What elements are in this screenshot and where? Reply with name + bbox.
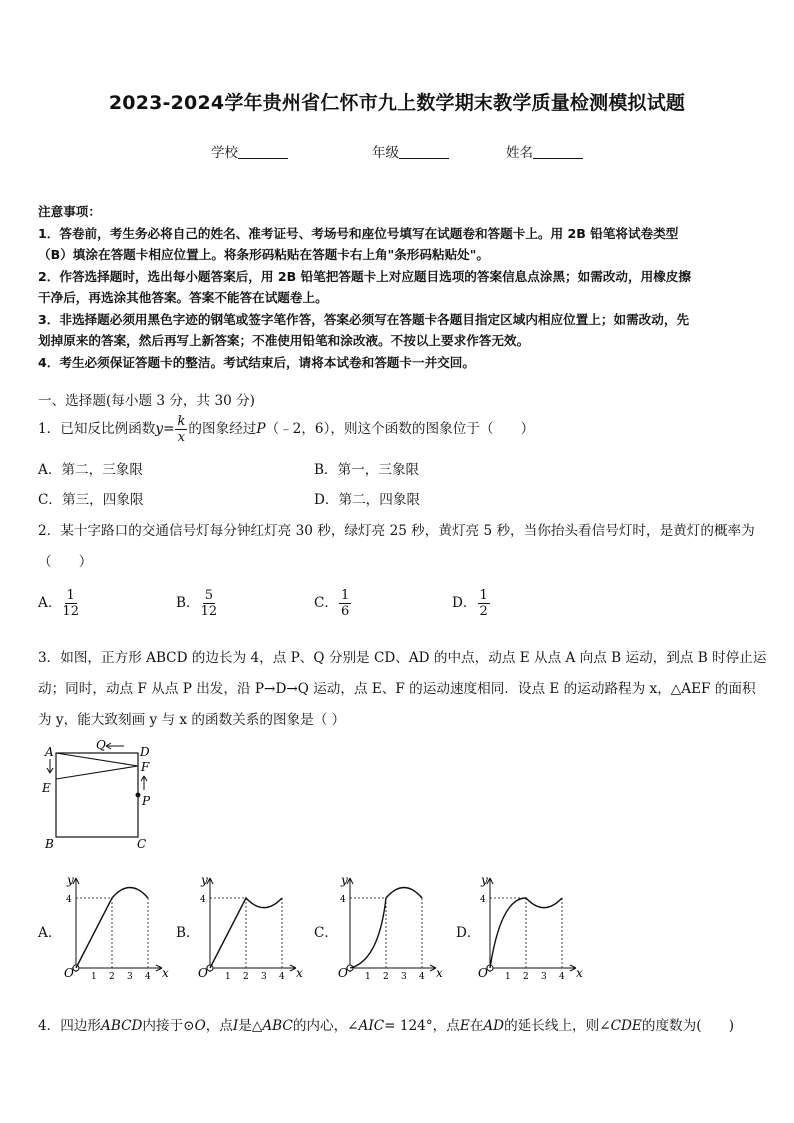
q1-frac-num: k [177, 414, 186, 429]
x-tick-label: 4 [419, 972, 425, 982]
q1-point: P [256, 421, 266, 437]
q2-option-b-frac [201, 588, 218, 619]
notice-line: 1．答卷前，考生务必将自己的姓名、准考证号、考场号和座位号填写在试题卷和答题卡上。用 2B 铅笔将试卷类型 [38, 225, 679, 241]
q3-option-d-label[interactable]: D． [456, 925, 481, 941]
label-a: A [45, 745, 54, 759]
q1-var-y: y [155, 421, 164, 437]
q4-segment: AD [483, 1018, 505, 1034]
x-tick-label: 4 [559, 972, 565, 982]
q3-graph-a[interactable] [62, 872, 174, 982]
q4-text: 是△ [238, 1018, 263, 1034]
label-e: E [42, 781, 51, 795]
q2-option-c-frac [339, 588, 351, 619]
y-tick-label: 4 [480, 895, 486, 905]
frac-num: 1 [479, 588, 488, 603]
x-tick-label: 3 [261, 972, 267, 982]
q3-graph-c[interactable] [336, 872, 452, 982]
q3-graph-b[interactable] [196, 872, 308, 982]
q4-point-e: E [459, 1018, 470, 1034]
q1-fraction [175, 414, 187, 445]
label-c: C [137, 837, 147, 851]
grade-blank[interactable] [399, 144, 449, 159]
segment-ef [56, 766, 138, 779]
x-tick-label: 4 [279, 972, 285, 982]
frac-num: 1 [66, 588, 75, 603]
q2-option-a[interactable] [38, 588, 80, 619]
q1-option-c[interactable]: C．第三，四象限 [38, 492, 144, 508]
q2-option-b[interactable] [176, 588, 218, 619]
frac-den: 12 [62, 604, 79, 619]
section-heading: 一、选择题(每小题 3 分，共 30 分) [38, 393, 255, 409]
q2-option-c-label: C． [314, 595, 338, 611]
q4-text: 内接于⊙ [142, 1018, 195, 1034]
q3-option-b-label[interactable]: B． [176, 925, 200, 941]
label-b: B [45, 837, 54, 851]
y-axis-label: y [201, 873, 208, 887]
label-p: P [142, 794, 151, 808]
q4-text: 在 [469, 1018, 484, 1034]
question-3-line-3: 为 y，能大致刻画 y 与 x 的函数关系的图象是（ ） [38, 712, 346, 728]
x-tick-label: 3 [127, 972, 133, 982]
q4-point-i: I [232, 1018, 239, 1034]
school-label: 学校 [211, 145, 238, 161]
y-tick-label: 4 [66, 895, 72, 905]
notice-heading: 注意事项： [38, 204, 101, 219]
q2-option-d-frac [478, 588, 490, 619]
question-4 [38, 1014, 734, 1034]
square-abcd [56, 753, 138, 837]
question-1 [38, 411, 534, 447]
x-tick-label: 3 [401, 972, 407, 982]
q2-option-a-frac [62, 588, 79, 619]
function-curve [210, 898, 282, 968]
label-f: F [141, 760, 150, 774]
school-blank[interactable] [238, 144, 288, 159]
q4-angle: AIC [358, 1018, 385, 1034]
name-label: 姓名 [506, 145, 533, 161]
frac-num: 1 [341, 588, 350, 603]
notice-block [38, 201, 691, 373]
q1-frac-den: x [177, 430, 186, 445]
q3-graph-d[interactable] [476, 872, 592, 982]
q4-text: 的度数为( ) [641, 1018, 735, 1034]
origin-label: O [64, 966, 74, 980]
q1-text-pre: 1．已知反比例函数 [38, 421, 156, 437]
notice-line: 4．考生必须保证答题卡的整洁。考试结束后，请将本试卷和答题卡一并交回。 [38, 354, 475, 370]
grade-field [372, 141, 449, 161]
q4-text: 4．四边形 [38, 1018, 102, 1034]
label-d: D [140, 745, 150, 759]
notice-line: 划掉原来的答案，然后再写上新答案；不准使用铅笔和涂改液。不按以上要求作答无效。 [38, 333, 530, 348]
y-axis-label: y [67, 873, 74, 887]
x-axis-label: x [296, 966, 303, 980]
q4-angle-2: CDE [610, 1018, 642, 1034]
frac-den: 2 [479, 604, 488, 619]
x-axis-label: x [576, 966, 583, 980]
point-p-dot [136, 793, 141, 798]
q2-option-d-label: D． [452, 595, 477, 611]
x-tick-label: 1 [505, 972, 511, 982]
x-tick-label: 1 [365, 972, 371, 982]
x-tick-label: 1 [91, 972, 97, 982]
question-3-line-1: 3．如图，正方形 ABCD 的边长为 4，点 P、Q 分别是 CD、AD 的中点，动点 E 从点 A 向点 B 运动，到点 B 时停止运 [38, 650, 767, 666]
notice-line: 干净后，再选涂其他答案。答案不能答在试题卷上。 [38, 290, 328, 305]
q3-option-c-label[interactable]: C． [314, 925, 338, 941]
q1-option-b[interactable]: B．第一，三象限 [314, 462, 420, 478]
x-tick-label: 3 [541, 972, 547, 982]
question-3-line-2: 动；同时，动点 F 从点 P 出发，沿 P→D→Q 运动，点 E、F 的运动速度相同．设点 E 的运动路程为 x，△AEF 的面积 [38, 681, 756, 697]
notice-line: （B）填涂在答题卡相应位置上。将条形码粘贴在答题卡右上角"条形码粘贴处"。 [38, 247, 489, 262]
q4-text: = 124°，点 [384, 1018, 460, 1034]
origin-label: O [338, 966, 348, 980]
frac-den: 12 [200, 604, 218, 619]
grade-label: 年级 [372, 145, 399, 161]
notice-line: 3．非选择题必须用黑色字迹的钢笔或签字笔作答，答案必须写在答题卡各题目指定区域内相应位置上；如需改动，先 [38, 311, 690, 327]
q3-option-a-label[interactable]: A． [38, 925, 62, 941]
name-field [506, 141, 583, 161]
x-axis-label: x [436, 966, 443, 980]
q1-text-post-b: （﹣2，6），则这个函数的图象位于（ ） [265, 421, 535, 437]
q3-square-figure [36, 738, 166, 854]
q4-circle: O [194, 1018, 206, 1034]
q2-option-c[interactable] [314, 588, 352, 619]
q1-eq: = [163, 421, 175, 437]
y-axis-label: y [481, 873, 488, 887]
paper-title: 2023-2024学年贵州省仁怀市九上数学期末教学质量检测模拟试题 [108, 92, 686, 114]
question-2-line-1: 2．某十字路口的交通信号灯每分钟红灯亮 30 秒，绿灯亮 25 秒，黄灯亮 5 秒，当你抬头看信号灯时，是黄灯的概率为 [38, 523, 755, 539]
x-tick-label: 2 [109, 972, 115, 982]
notice-line: 2．作答选择题时，选出每小题答案后，用 2B 铅笔把答题卡上对应题目选项的答案信息点涂黑；如需改动，用橡皮擦 [38, 268, 691, 284]
q1-option-d[interactable]: D．第二，四象限 [314, 492, 421, 508]
y-axis-label: y [341, 873, 348, 887]
question-2-line-2: （ ） [38, 554, 93, 570]
q2-option-b-label: B． [176, 595, 200, 611]
y-tick-label: 4 [340, 895, 346, 905]
q1-option-a[interactable]: A．第二，三象限 [38, 462, 143, 478]
school-field [211, 141, 288, 161]
x-tick-label: 4 [145, 972, 151, 982]
q4-text: 的延长线上，则∠ [504, 1018, 611, 1034]
q4-text: 的内心，∠ [292, 1018, 359, 1034]
q4-quad: ABCD [101, 1018, 143, 1034]
frac-num: 5 [204, 588, 213, 603]
q4-triangle: ABC [262, 1018, 293, 1034]
x-tick-label: 2 [243, 972, 249, 982]
name-blank[interactable] [533, 144, 583, 159]
x-tick-label: 2 [383, 972, 389, 982]
y-tick-label: 4 [200, 895, 206, 905]
q2-option-d[interactable] [452, 588, 491, 619]
origin-label: O [478, 966, 488, 980]
q4-text: ，点 [205, 1018, 233, 1034]
segment-af [56, 753, 138, 766]
function-curve [490, 898, 562, 968]
q2-option-a-label: A． [38, 595, 62, 611]
x-axis-label: x [162, 966, 169, 980]
q1-text-post-a: 的图象经过 [188, 421, 257, 437]
x-tick-label: 2 [523, 972, 529, 982]
origin-label: O [198, 966, 208, 980]
label-q: Q [96, 738, 106, 752]
x-tick-label: 1 [225, 972, 231, 982]
frac-den: 6 [341, 604, 350, 619]
